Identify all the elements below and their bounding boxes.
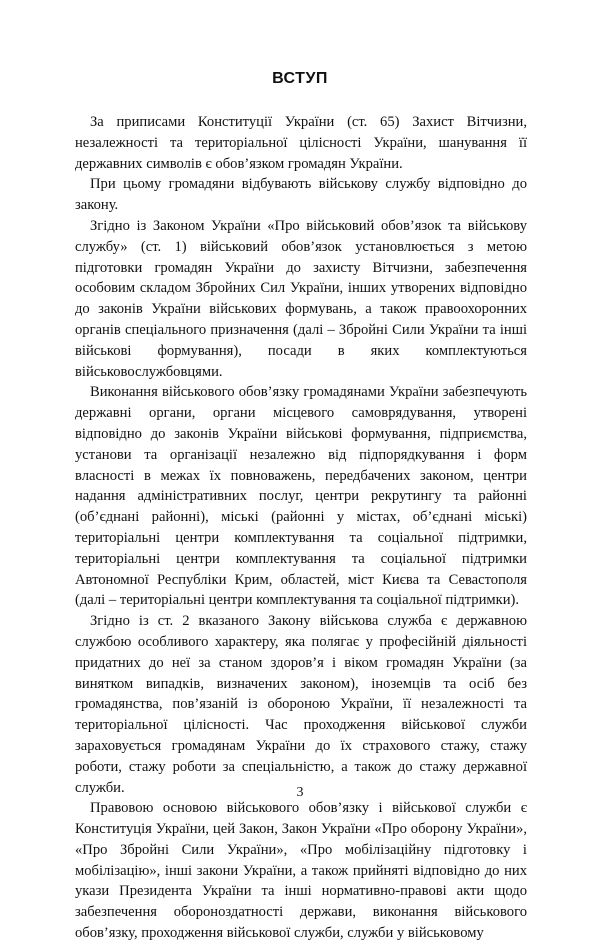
paragraph: Правовою основою військового обов’язку і військової служби є Конституція України, цей Закон, Закон України «Про оборону України», «Про Збройні Сили України», «Про мобілізаційну підготовку і мобілізацію», інші закони України, а також прийняті відповідно до них укази Президента України та інші нормативно-правові акти щодо забезпечення обороноздатності держави, виконання військового обов’язку, проходження військової служби, служби у військовому [75,800,527,942]
body-text [75,112,527,944]
paragraph: При цьому громадяни відбувають військову службу відповідно до закону. [75,176,527,214]
paragraph: За приписами Конституції України (ст. 65) Захист Вітчизни, незалежності та територіальної цілісності України, шанування її державних символів є обов’язком громадян України. [75,114,527,172]
paragraph: Згідно із ст. 2 вказаного Закону військова служба є державною службою особливого характеру, яка полягає у професійній діяльності придатних до неї за станом здоров’я і віком громадян України (за винятком випадків, визначених законом), іноземців та осіб без громадянства, пов’язаній із обороною України, її незалежності та територіальної цілісності. Час проходження військової служби зараховується громадянам України до їх страхового стажу, стажу роботи, стажу роботи за спеціальністю, а також до стажу державної служби. [75,613,527,796]
section-title: ВСТУП [272,70,328,87]
paragraph: Виконання військового обов’язку громадянами України забезпечують державні органи, органи місцевого самоврядування, утворені відповідно до законів України військові формування, підприємства, установи та організації незалежно від підпорядкування і форм власності в межах їх повноважень, передбачених законом, центри надання адміністративних послуг, центри рекрутингу та районні (об’єднані районні), міські (районні у містах, об’єднані міські) територіальні центри комплектування та соціальної підтримки, територіальні центри комплектування та соціальної підтримки Автономної Республіки Крим, областей, міст Києва та Севастополя (далі – територіальні центри комплектування та соціальної підтримки). [75,384,527,609]
page-number: 3 [296,785,304,800]
paragraph: Згідно із Законом України «Про військовий обов’язок та військову службу» (ст. 1) військовий обов’язок установлюється з метою підготовки громадян України до захисту Вітчизни, забезпечення особовим складом Збройних Сил України, інших утворених відповідно до законів України військових формувань, а також правоохоронних органів спеціального призначення (далі – Збройні Сили України та інші військові формування), посади в яких комплектуються військовослужбовцями. [75,217,527,380]
